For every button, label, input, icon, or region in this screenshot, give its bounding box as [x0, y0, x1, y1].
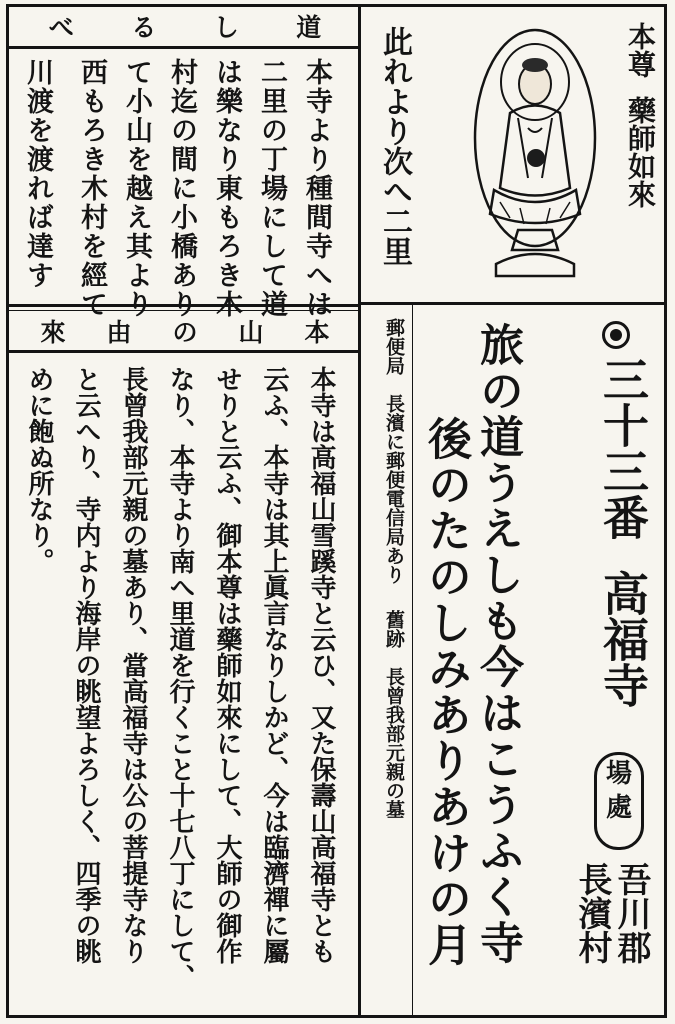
- section-divider-right: [360, 302, 667, 305]
- yurai-line-1: 本寺は高福山雪蹊寺と云ひ、又た保壽山高福寺とも: [306, 366, 336, 964]
- poem-line-1: 旅の道うえしも今はこうふく寺: [472, 322, 523, 966]
- michishirube-line-3: は樂なり東もろき木: [211, 58, 242, 319]
- michishirube-title-char: し: [213, 13, 239, 42]
- place-district: 吾川郡: [611, 862, 651, 964]
- honzon-label: 本尊: [624, 22, 657, 78]
- post-office-note: 郵便局 長濱に郵便電信局あり: [383, 318, 405, 584]
- michishirube-line-4: 村迄の間に小橋あり: [166, 58, 197, 319]
- historic-site-note: 舊跡 長曾我部元親の墓: [383, 610, 405, 819]
- michishirube-line-1: 本寺より種間寺へは: [301, 58, 332, 319]
- michishirube-line-7: 川渡を渡れば達す: [22, 58, 53, 290]
- michishirube-title-char: る: [131, 13, 157, 42]
- place-label-char: 處: [605, 792, 632, 823]
- place-label-char: 場: [605, 759, 632, 789]
- yurai-line-4: なり、本寺より南へ里道を行くこと十七八丁にして、: [165, 366, 195, 990]
- temple-number: 三十三番: [596, 356, 650, 540]
- yurai-title: [20, 314, 350, 348]
- michishirube-line-6: 西もろき木村を經て: [76, 58, 107, 319]
- michishirube-title: [20, 8, 350, 44]
- poem-line-2: 後のたのしみありあけの月: [420, 416, 471, 968]
- yurai-line-7: めに飽ぬ所なり。: [24, 366, 54, 574]
- yurai-line-6: と云へり、寺内より海岸の眺望よろしく、四季の眺: [71, 366, 101, 964]
- yurai-title-char: の: [172, 318, 198, 347]
- buddha-illustration: [470, 18, 600, 288]
- center-divider: [358, 4, 361, 1018]
- michishirube-title-char: 道: [296, 13, 322, 42]
- honzon-name: 藥師如來: [624, 96, 657, 208]
- yurai-title-char: 山: [238, 318, 264, 347]
- yurai-line-2: 云ふ、本寺は其上眞言なりしかど、今は臨濟禪に屬: [259, 366, 289, 964]
- notes-divider: [412, 304, 413, 1016]
- place-village: 長濱村: [572, 862, 612, 964]
- yurai-line-5: 長曾我部元親の墓あり、當高福寺は公の菩提寺なり: [118, 366, 148, 964]
- pilgrimage-mark-icon: [602, 321, 630, 349]
- yurai-title-rule: [6, 350, 360, 353]
- yurai-title-char: 由: [106, 318, 132, 347]
- michishirube-title-rule: [6, 46, 360, 49]
- yurai-title-char: 本: [304, 318, 330, 347]
- next-distance-text: 此れより次へ二里: [377, 26, 412, 266]
- michishirube-line-5: て小山を越え其より: [121, 58, 152, 319]
- place-label: [603, 758, 635, 826]
- temple-name: 高福寺: [596, 570, 650, 708]
- michishirube-title-char: べ: [48, 13, 74, 42]
- michishirube-line-2: 二里の丁場にして道: [256, 58, 287, 319]
- yurai-line-3: せりと云ふ、御本尊は藥師如來にして、大師の御作: [212, 366, 242, 964]
- yurai-title-char: 來: [40, 318, 66, 347]
